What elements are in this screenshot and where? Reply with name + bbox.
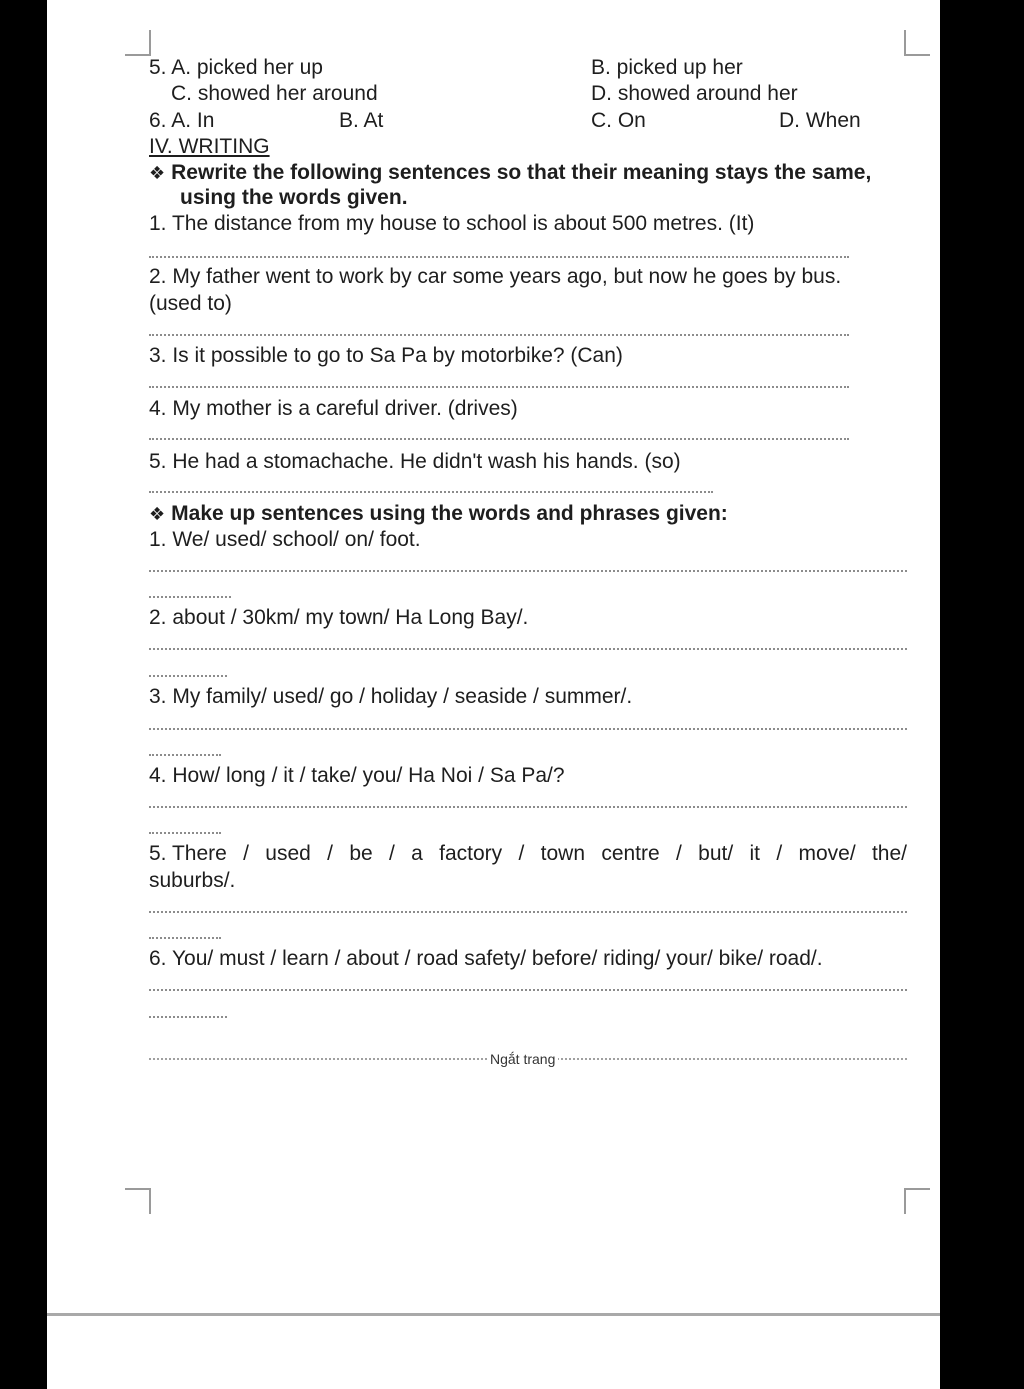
makeup-instruction-text: Make up sentences using the words and phrases given: (171, 502, 728, 525)
makeup-item-2: 2. about / 30km/ my town/ Ha Long Bay/. (149, 606, 529, 629)
diamond-bullet-icon: ❖ (149, 504, 166, 524)
makeup-item-4: 4. How/ long / it / take/ you/ Ha Noi / Sa Pa/? (149, 764, 565, 787)
answer-line (149, 386, 849, 388)
answer-line (149, 648, 907, 650)
answer-line (149, 728, 907, 730)
answer-line (149, 256, 849, 258)
answer-line (149, 596, 231, 598)
word: factory (439, 842, 503, 865)
section-heading-writing: IV. WRITING (149, 135, 270, 158)
q6-option-c: C. On (591, 109, 646, 132)
word: move/ (798, 842, 856, 865)
rewrite-instruction (149, 161, 871, 185)
word: it (749, 842, 760, 865)
margin-corner-top-right (904, 30, 930, 56)
rewrite-item-3: 3. Is it possible to go to Sa Pa by motorbike? (Can) (149, 344, 623, 367)
makeup-item-5 (149, 842, 907, 866)
page-break-label: Ngắt trang (487, 1051, 558, 1067)
q6-option-a: 6. A. In (149, 109, 215, 132)
answer-line (149, 438, 849, 440)
answer-line (149, 937, 221, 939)
margin-corner-bottom-right (904, 1188, 930, 1214)
word: / (518, 842, 525, 865)
answer-line (149, 832, 221, 834)
margin-corner-top-left (125, 30, 151, 56)
word: / (243, 842, 249, 865)
makeup-item-3: 3. My family/ used/ go / holiday / seaside / summer/. (149, 685, 633, 708)
q5-option-d: D. showed around her (591, 82, 798, 105)
word: but/ (698, 842, 734, 865)
answer-line (149, 491, 713, 493)
rewrite-item-1: 1. The distance from my house to school is about 500 metres. (It) (149, 212, 755, 235)
q6-option-d: D. When (779, 109, 861, 132)
makeup-instruction (149, 502, 728, 526)
makeup-item-5-cont: suburbs/. (149, 869, 236, 892)
rewrite-item-2: 2. My father went to work by car some years ago, but now he goes by bus. (149, 265, 842, 288)
diamond-bullet-icon: ❖ (149, 163, 166, 183)
answer-line (149, 570, 907, 572)
makeup-item-1: 1. We/ used/ school/ on/ foot. (149, 528, 421, 551)
word: a (411, 842, 423, 865)
word: / (327, 842, 333, 865)
page-separator (47, 1313, 940, 1316)
q5-option-c: C. showed her around (171, 82, 378, 105)
q6-option-b: B. At (339, 109, 384, 132)
word: centre (601, 842, 660, 865)
rewrite-instruction-line1: Rewrite the following sentences so that their meaning stays the same, (171, 161, 872, 184)
rewrite-item-2-cont: (used to) (149, 292, 232, 315)
answer-line (149, 806, 907, 808)
answer-line (149, 911, 907, 913)
margin-corner-bottom-left (125, 1188, 151, 1214)
answer-line (149, 334, 849, 336)
rewrite-item-5: 5. He had a stomachache. He didn't wash his hands. (so) (149, 450, 681, 473)
word: town (540, 842, 585, 865)
word: / (388, 842, 395, 865)
makeup-item-6: 6. You/ must / learn / about / road safety/ before/ riding/ your/ bike/ road/. (149, 947, 823, 970)
answer-line (149, 675, 227, 677)
word: / (776, 842, 783, 865)
rewrite-item-4: 4. My mother is a careful driver. (drives) (149, 397, 518, 420)
answer-line (149, 754, 221, 756)
word: / (676, 842, 682, 865)
q5-option-a: 5. A. picked her up (149, 56, 323, 79)
answer-line (149, 1016, 227, 1018)
q5-option-b: B. picked up her (591, 56, 743, 79)
document-page (47, 0, 940, 1389)
answer-line (149, 989, 907, 991)
rewrite-instruction-line2: using the words given. (180, 186, 408, 209)
word: be (349, 842, 373, 865)
word: 5. There (149, 842, 227, 865)
word: the/ (871, 842, 907, 865)
word: used (265, 842, 311, 865)
